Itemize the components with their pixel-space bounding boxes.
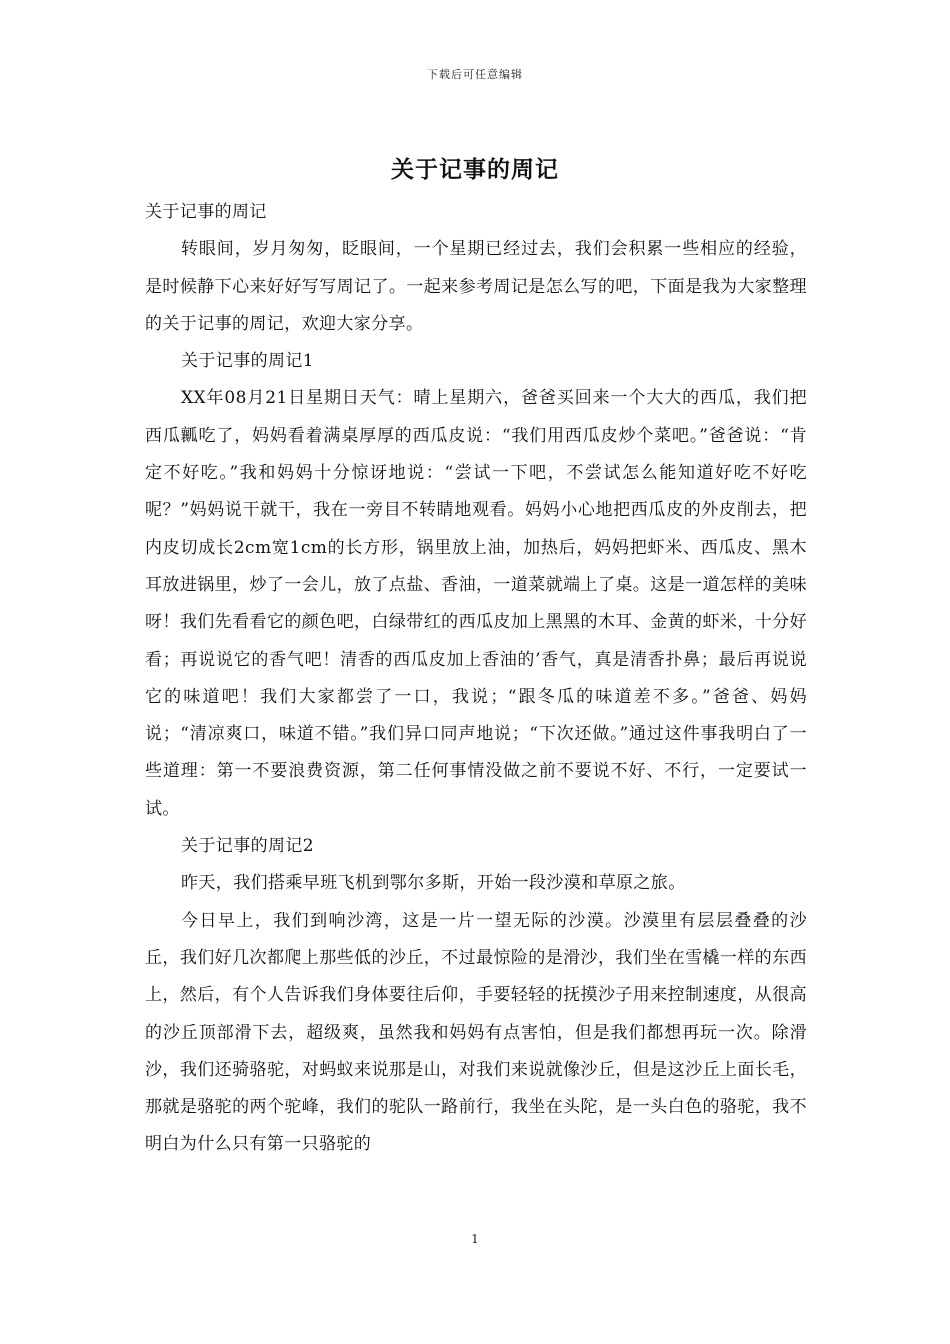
page-header: 下载后可任意编辑 [427,68,523,81]
section-2-paragraph-1: 昨天，我们搭乘早班飞机到鄂尔多斯，开始一段沙漠和草原之旅。 [181,873,686,894]
section-heading-1: 关于记事的周记1 [181,351,315,372]
section-heading-2: 关于记事的周记2 [181,836,315,857]
document-subtitle: 关于记事的周记 [145,202,267,222]
page-number: 1 [471,1232,479,1246]
section-1-paragraph: XX年08月21日星期日天气：晴上星期六，爸爸买回来一个大大的西瓜，我们把西瓜瓤吃了，妈妈看着满桌厚厚的西瓜皮说：“我们用西瓜皮炒个菜吧。”爸爸说：“肯定不好吃。”我和妈妈十分惊讶地说：“尝试一下吧，不尝试怎么能知道好吃不好吃呢？”妈妈说干就干，我在一旁目不转睛地观看。妈妈小心地把西瓜皮的外皮削去，把内皮切成长2cm宽1cm的长方形，锅里放上油，加热后，妈妈把虾米、西瓜皮、黑木耳放进锅里，炒了一会儿，放了点盐、香油，一道菜就端上了桌。这是一道怎样的美味呀！我们先看看它的颜色吧，白绿带红的西瓜皮加上黑黑的木耳、金黄的虾米，十分好看；再说说它的香气吧！清香的西瓜皮加上香油的’香气，真是清香扑鼻；最后再说说它的味道吧！我们大家都尝了一口，我说；“跟冬瓜的味道差不多。”爸爸、妈妈说；“清凉爽口，味道不错。”我们异口同声地说；“下次还做。”通过这件事我明白了一些道理：第一不要浪费资源，第二任何事情没做之前不要说不好、不行，一定要试一试。 [145,388,807,819]
document-body [145,194,807,1164]
section-2-paragraph-2: 今日早上，我们到响沙湾，这是一片一望无际的沙漠。沙漠里有层层叠叠的沙丘，我们好几次都爬上那些低的沙丘，不过最惊险的是滑沙，我们坐在雪橇一样的东西上，然后，有个人告诉我们身体要往后仰，手要轻轻的抚摸沙子用来控制速度，从很高的沙丘顶部滑下去，超级爽，虽然我和妈妈有点害怕，但是我们都想再玩一次。除滑沙，我们还骑骆驼，对蚂蚁来说那是山，对我们来说就像沙丘，但是这沙丘上面长毛，那就是骆驼的两个驼峰，我们的驼队一路前行，我坐在头陀，是一头白色的骆驼，我不明白为什么只有第一只骆驼的 [145,910,807,1155]
intro-paragraph: 转眼间，岁月匆匆，眨眼间，一个星期已经过去，我们会积累一些相应的经验，是时候静下心来好好写写周记了。一起来参考周记是怎么写的吧，下面是我为大家整理的关于记事的周记，欢迎大家分享。 [145,239,807,334]
document-title: 关于记事的周记 [391,156,559,183]
